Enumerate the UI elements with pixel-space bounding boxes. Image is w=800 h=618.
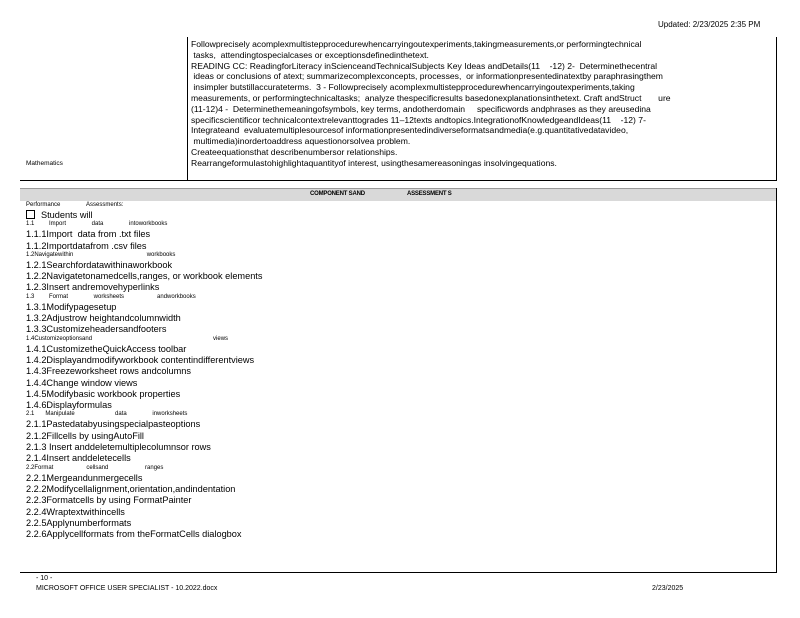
students-will-text: Students will bbox=[41, 210, 93, 220]
section-header-band bbox=[20, 188, 777, 201]
footer-document-name: MICROSOFT OFFICE USER SPECIALIST - 10.2022.docx bbox=[36, 585, 218, 592]
standards-line: Followprecisely acomplexmultistepprocedurewhencarryingoutexperiments,takingmeasurements,or performingtechnical bbox=[191, 39, 642, 49]
section-heading: 1.2Navigatewithin workbooks bbox=[26, 251, 176, 258]
section-heading: 1.1 Import data intoworkbooks bbox=[26, 221, 168, 228]
checkbox-bullet-icon bbox=[26, 210, 35, 219]
list-item: 1.4.2Displayandmodifyworkbook contentindifferentviews bbox=[26, 354, 255, 365]
table-border-bottom bbox=[20, 180, 777, 181]
list-item: 1.4.1CustomizetheQuickAccess toolbar bbox=[26, 343, 187, 354]
section-heading: 2.2Format cellsand ranges bbox=[26, 464, 164, 471]
section-header-assessments: ASSESSMENT S bbox=[407, 191, 452, 197]
table-border-right bbox=[776, 188, 777, 572]
performance-label-a: Performance bbox=[26, 202, 61, 208]
list-item: 2.2.1Mergeandunmergecells bbox=[26, 472, 143, 483]
list-item: 2.1.4Insert anddeletecells bbox=[26, 453, 131, 464]
list-item: 1.3.1Modifypagesetup bbox=[26, 301, 117, 312]
list-item: 1.1.2Importdatafrom .csv files bbox=[26, 240, 147, 251]
standards-line: tasks, attendingtospecialcases or exceptionsdefinedinthetext. bbox=[191, 49, 429, 60]
standards-line: measurements, or performingtechnicaltasks; analyze thespecificresults basedonexplanationsinthetext. Craft andStruct ure bbox=[191, 92, 671, 103]
standards-text bbox=[191, 39, 771, 169]
section-heading: 1.3 Format worksheets andworkbooks bbox=[26, 293, 196, 300]
standards-line: Createequationsthat describenumbersor relationships. bbox=[191, 146, 398, 157]
list-item: 1.2.3Insert andremovehyperlinks bbox=[26, 282, 160, 293]
list-item: 1.3.2Adjustrow heightandcolumnwidth bbox=[26, 313, 181, 324]
standards-line: specificscientificor technicalcontextrelevanttogrades 11–12texts andtopics.IntegrationofKnowledgeandIdeas(11 -12) 7- bbox=[191, 114, 646, 125]
section-header-components: COMPONENT SAND bbox=[310, 191, 365, 197]
list-item: 1.4.5Modifybasic workbook properties bbox=[26, 388, 181, 399]
list-item: 1.4.6Displayformulas bbox=[26, 400, 112, 411]
list-item: 2.2.5Applynumberformats bbox=[26, 517, 132, 528]
list-item: 1.2.2Navigatetonamedcells,ranges, or workbook elements bbox=[26, 271, 263, 282]
page-number: - 10 - bbox=[36, 575, 53, 582]
section-heading: 1.4Customizeoptionsand views bbox=[26, 335, 229, 342]
subject-label: Mathematics bbox=[26, 160, 63, 167]
table-divider bbox=[187, 37, 188, 181]
competency-list bbox=[26, 202, 766, 540]
list-item: 1.2.1Searchfordatawithinaworkbook bbox=[26, 259, 173, 270]
list-item: 2.2.2Modifycellalignment,orientation,andindentation bbox=[26, 483, 236, 494]
section-heading: 2.1 Manipulate data inworksheets bbox=[26, 411, 188, 418]
standards-line: Rearrangeformulastohighlightaquantityof interest, usingthesamereasoningas insolvingequations. bbox=[191, 157, 557, 168]
standards-line: (11-12)4 - Determinethemeaningofsymbols, key terms, andotherdomain specificwords andphrases as they areusedina bbox=[191, 103, 651, 114]
standards-line: READING CC: ReadingforLiteracy inScienceandTechnicalSubjects Key Ideas andDetails(11 -12) 2- Determinethecentral bbox=[191, 60, 658, 71]
updated-timestamp: Updated: 2/23/2025 2:35 PM bbox=[658, 20, 761, 29]
performance-label-b: Assessments: bbox=[86, 202, 124, 208]
standards-line: insimpler butstillaccurateterms. 3 - Followprecisely acomplexmultistepprocedurewhencarryingoutexperiments,taking bbox=[191, 82, 635, 93]
list-item: 1.4.4Change window views bbox=[26, 377, 138, 388]
standards-line: ideas or conclusions of atext; summarizecomplexconcepts, processes, or informationpresentedinatextby paraphrasingthem bbox=[191, 71, 663, 82]
table-border-right bbox=[776, 37, 777, 181]
list-item: 2.2.4Wraptextwithincells bbox=[26, 506, 125, 517]
performance-label bbox=[26, 202, 766, 210]
standards-line: multimedia)inordertoaddress aquestionorsolvea problem. bbox=[191, 136, 411, 147]
list-item: 2.2.6Applycellformats from theFormatCells dialogbox bbox=[26, 529, 242, 540]
students-will-line bbox=[26, 210, 766, 221]
table-border-bottom bbox=[20, 572, 777, 573]
footer-date: 2/23/2025 bbox=[652, 585, 684, 592]
list-item: 2.1.2Fillcells by usingAutoFill bbox=[26, 430, 144, 441]
list-item: 2.1.3 Insert anddeletemultiplecolumnsor rows bbox=[26, 442, 211, 453]
standards-line: Integrateand evaluatemultiplesourcesof informationpresentedindiverseformatsandmedia(e.g.quantitativedatavideo, bbox=[191, 125, 629, 136]
list-item: 1.1.1Import data from .txt files bbox=[26, 229, 151, 240]
list-item: 2.2.3Formatcells by using FormatPainter bbox=[26, 495, 192, 506]
list-item: 1.4.3Freezeworksheet rows andcolumns bbox=[26, 366, 191, 377]
list-item: 2.1.1Pastedatabyusingspecialpasteoptions bbox=[26, 419, 201, 430]
list-item: 1.3.3Customizeheadersandfooters bbox=[26, 324, 167, 335]
